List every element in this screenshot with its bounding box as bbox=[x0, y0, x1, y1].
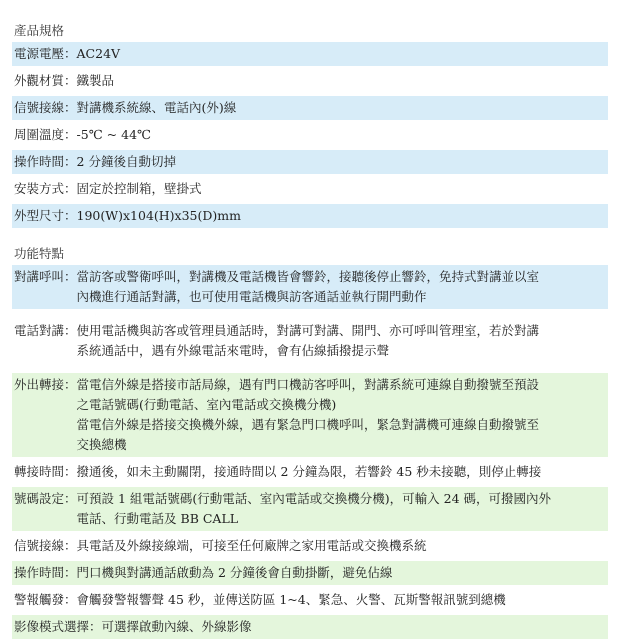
feature-text-line: 撥通後，如未主動關閉，接通時間以 2 分鐘為限，若響鈴 45 秒未接聽，則停止轉接 bbox=[76, 464, 542, 479]
feature-row-outgoing-transfer bbox=[12, 373, 608, 457]
spec-label: 外型尺寸 bbox=[14, 208, 65, 223]
separator: ： bbox=[64, 538, 77, 553]
feature-text-line: 當訪客或警衛呼叫，對講機及電話機皆會響鈴，接聽後停止響鈴，免持式對講並以室 bbox=[76, 269, 540, 284]
feature-label: 號碼設定 bbox=[14, 491, 65, 506]
spec-label: 信號接線 bbox=[14, 100, 65, 115]
spec-value: 鐵製品 bbox=[76, 73, 115, 88]
feature-text-line: 門口機與對講通話啟動為 2 分鐘後會自動掛斷，避免佔線 bbox=[76, 565, 393, 580]
feature-label: 影像模式選擇 bbox=[14, 619, 90, 634]
feature-text-line: 使用電話機與訪客或管理員通話時，對講可對講、開門、亦可呼叫管理室，若於對講 bbox=[76, 323, 540, 338]
spec-row-installation bbox=[12, 177, 608, 201]
spec-row-temperature bbox=[12, 123, 608, 147]
feature-label: 對講呼叫 bbox=[14, 269, 65, 284]
spec-label: 電源電壓 bbox=[14, 46, 65, 61]
separator: ： bbox=[64, 46, 77, 61]
feature-text-line: 交換總機 bbox=[76, 437, 127, 452]
separator: ： bbox=[64, 323, 77, 338]
feature-row-intercom-call bbox=[12, 265, 608, 309]
feature-description bbox=[77, 321, 604, 361]
feature-row-phone-intercom bbox=[12, 319, 608, 363]
spec-row-voltage bbox=[12, 42, 608, 66]
feature-text-line: 可預設 1 組電話號碼(行動電話、室內電話或交換機分機)，可輸入 24 碼，可撥國內外 bbox=[76, 491, 552, 506]
feature-row-alarm-trigger bbox=[12, 588, 608, 612]
feature-text-line: 可選擇啟動內線、外線影像 bbox=[101, 619, 252, 634]
feature-label: 警報觸發 bbox=[14, 592, 65, 607]
spec-value: 2 分鐘後自動切掉 bbox=[76, 154, 176, 169]
spec-value: AC24V bbox=[76, 46, 121, 61]
separator: ： bbox=[64, 592, 77, 607]
feature-row-number-setting bbox=[12, 487, 608, 531]
spec-label: 外觀材質 bbox=[14, 73, 65, 88]
feature-description bbox=[77, 590, 604, 610]
feature-label: 電話對講 bbox=[14, 323, 65, 338]
feature-description bbox=[77, 563, 604, 583]
separator: ： bbox=[64, 565, 77, 580]
separator: ： bbox=[64, 100, 77, 115]
spec-row-operation-time bbox=[12, 150, 608, 174]
feature-text-line: 當電信外線是搭接市話局線，遇有門口機訪客呼叫，對講系統可連線自動撥號至預設 bbox=[76, 377, 540, 392]
features-heading: 功能特點 bbox=[14, 246, 65, 261]
feature-text-line: 之電話號碼(行動電話、室內電話或交換機分機) bbox=[76, 397, 337, 412]
separator: ： bbox=[89, 619, 102, 634]
feature-description bbox=[77, 375, 604, 455]
feature-description bbox=[77, 489, 604, 529]
spec-label: 周圍溫度 bbox=[14, 127, 65, 142]
spec-label: 安裝方式 bbox=[14, 181, 65, 196]
separator: ： bbox=[64, 181, 77, 196]
feature-description bbox=[77, 462, 604, 482]
spec-list bbox=[12, 42, 608, 228]
feature-row-signal-wiring bbox=[12, 534, 608, 558]
spec-label: 操作時間 bbox=[14, 154, 65, 169]
feature-list bbox=[12, 265, 608, 639]
separator: ： bbox=[64, 491, 77, 506]
spec-row-material bbox=[12, 69, 608, 93]
specs-heading: 產品規格 bbox=[14, 23, 65, 38]
feature-description bbox=[77, 267, 604, 307]
separator: ： bbox=[64, 377, 77, 392]
feature-text-line: 會觸發警報響聲 45 秒，並傳送防區 1~4、緊急、火警、瓦斯警報訊號到總機 bbox=[76, 592, 506, 607]
separator: ： bbox=[64, 154, 77, 169]
feature-label: 轉接時間 bbox=[14, 464, 65, 479]
feature-description bbox=[77, 536, 604, 556]
spec-row-dimensions bbox=[12, 204, 608, 228]
spec-page bbox=[12, 22, 608, 642]
separator: ： bbox=[64, 269, 77, 284]
separator: ： bbox=[64, 73, 77, 88]
separator: ： bbox=[64, 208, 77, 223]
feature-row-operation-time bbox=[12, 561, 608, 585]
feature-label: 信號接線 bbox=[14, 538, 65, 553]
feature-text-line: 系統通話中，遇有外線電話來電時，會有佔線插撥提示聲 bbox=[76, 343, 390, 358]
spec-value: 固定於控制箱，壁掛式 bbox=[76, 181, 202, 196]
spec-row-signal-wiring bbox=[12, 96, 608, 120]
spec-value: 對講機系統線、電話內(外)線 bbox=[76, 100, 237, 115]
feature-row-transfer-time bbox=[12, 460, 608, 484]
feature-text-line: 具電話及外線接線端，可接至任何廠牌之家用電話或交換機系統 bbox=[76, 538, 427, 553]
separator: ： bbox=[64, 464, 77, 479]
feature-text-line: 當電信外線是搭接交換機外線，遇有緊急門口機呼叫，緊急對講機可連線自動撥號至 bbox=[76, 417, 540, 432]
feature-row-video-mode bbox=[12, 615, 608, 639]
feature-text-line: 內機進行通話對講，也可使用電話機與訪客通話並執行開門動作 bbox=[76, 289, 427, 304]
feature-label: 操作時間 bbox=[14, 565, 65, 580]
spec-value: 190(W)x104(H)x35(D)mm bbox=[76, 208, 241, 223]
feature-text-line: 電話、行動電話及 BB CALL bbox=[76, 511, 239, 526]
feature-label: 外出轉接 bbox=[14, 377, 65, 392]
separator: ： bbox=[64, 127, 77, 142]
feature-description bbox=[102, 617, 604, 637]
spec-value: -5℃ ~ 44℃ bbox=[76, 127, 152, 142]
